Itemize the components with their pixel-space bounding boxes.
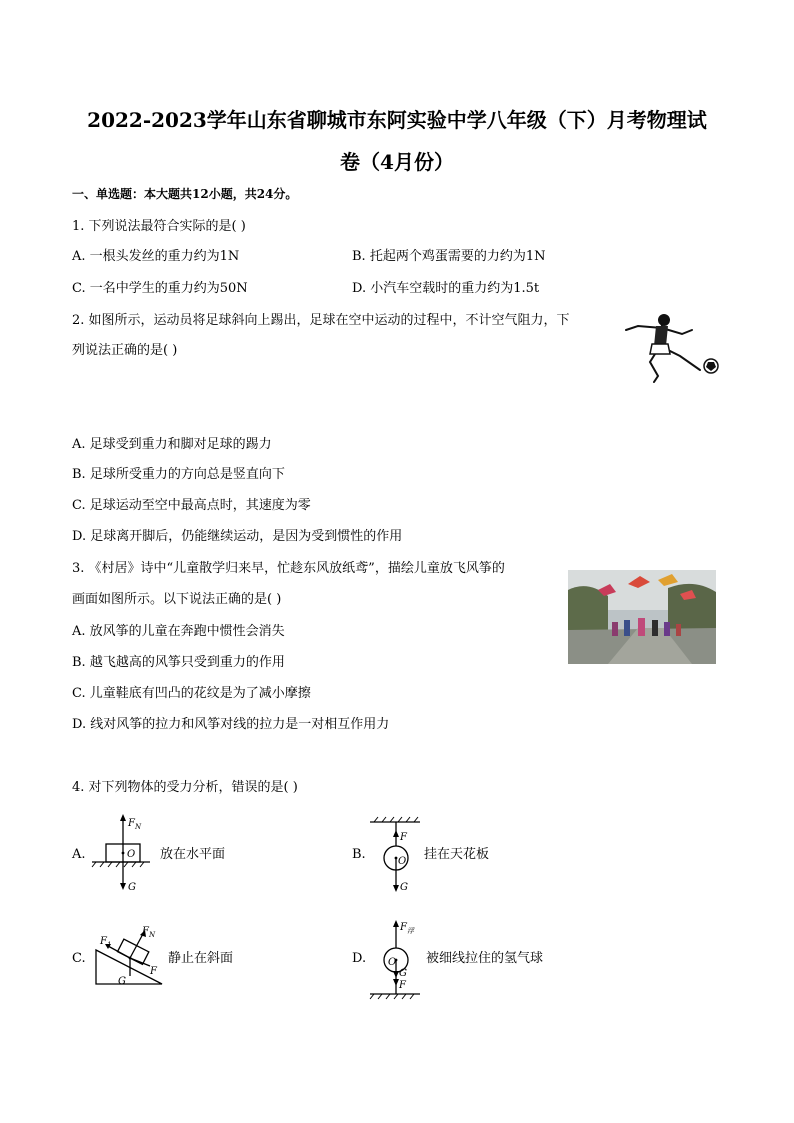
q1-option-a: A. 一根头发丝的重力约为1N — [72, 249, 240, 264]
q4-diagram-b — [366, 814, 424, 894]
page-title: 2022-2023学年山东省聊城市东阿实验中学八年级（下）月考物理试 — [87, 108, 707, 132]
q4-option-d-letter: D. — [352, 951, 367, 966]
svg-text:FN — [141, 926, 156, 939]
label-g-b: G — [400, 882, 408, 893]
q3-option-b: B. 越飞越高的风筝只受到重力的作用 — [72, 655, 285, 670]
section-heading: 一、单选题：本大题共12小题，共24分。 — [72, 187, 298, 201]
question-2-stem-line2: 列说法正确的是( ) — [72, 343, 178, 358]
q4-diagram-c — [92, 920, 166, 990]
label-ffu-sub: 浮 — [406, 927, 414, 935]
q2-option-d: D. 足球离开脚后，仍能继续运动，是因为受到惯性的作用 — [72, 529, 403, 544]
kite-flying-photo — [568, 570, 716, 664]
q4-diagram-a — [88, 812, 158, 894]
label-f1-sub: 1 — [106, 941, 112, 949]
q4-option-a-caption: 放在水平面 — [160, 847, 226, 862]
q4-option-b-caption: 挂在天花板 — [424, 847, 490, 862]
q4-option-c-letter: C. — [72, 951, 86, 966]
label-f1: F — [100, 936, 107, 947]
label-fn-c: F — [142, 926, 149, 937]
page-title-line2: 卷（4月份） — [340, 150, 454, 174]
label-o-d: O — [388, 957, 397, 968]
q4-option-c-caption: 静止在斜面 — [168, 951, 234, 966]
question-4-stem: 4. 对下列物体的受力分析，错误的是( ) — [72, 780, 298, 795]
q4-option-a-letter: A. — [72, 847, 86, 862]
label-o-b: O — [398, 856, 407, 867]
q4-diagram-d — [366, 918, 424, 1000]
q2-option-c: C. 足球运动至空中最高点时，其速度为零 — [72, 498, 311, 513]
question-3-stem: 3. 《村居》诗中“儿童散学归来早，忙趁东风放纸鸢”，描绘儿童放飞风筝的 — [72, 561, 505, 576]
q3-option-c: C. 儿童鞋底有凹凸的花纹是为了减小摩擦 — [72, 686, 311, 701]
label-fn-sub: N — [134, 823, 142, 831]
question-3-stem-line2: 画面如图所示。以下说法正确的是( ) — [72, 592, 282, 607]
question-1-stem: 1. 下列说法最符合实际的是( ) — [72, 219, 246, 234]
q1-option-b: B. 托起两个鸡蛋需要的力约为1N — [352, 249, 546, 264]
label-fn: F — [128, 818, 135, 829]
soccer-player-figure — [620, 312, 724, 388]
label-f-c: F — [150, 966, 157, 977]
svg-text:F浮 — [399, 922, 415, 935]
q1-option-d: D. 小汽车空载时的重力约为1.5t — [352, 281, 540, 296]
q2-option-b: B. 足球所受重力的方向总是竖直向下 — [72, 467, 285, 482]
q4-option-d-caption: 被细线拉住的氢气球 — [426, 951, 544, 966]
question-2-stem: 2. 如图所示，运动员将足球斜向上踢出，足球在空中运动的过程中，不计空气阻力，下 — [72, 313, 570, 328]
label-g-d: G — [399, 968, 407, 979]
svg-text:FN — [127, 818, 142, 831]
q2-option-a: A. 足球受到重力和脚对足球的踢力 — [72, 437, 272, 452]
q3-option-a: A. 放风筝的儿童在奔跑中惯性会消失 — [72, 624, 285, 639]
label-fn-c-sub: N — [148, 931, 156, 939]
q1-option-c: C. 一名中学生的重力约为50N — [72, 281, 248, 296]
label-f-d: F — [399, 980, 406, 991]
label-g: G — [128, 882, 136, 893]
svg-text:F1 — [99, 936, 111, 949]
label-o: O — [127, 849, 136, 860]
label-ffu: F — [400, 922, 407, 933]
q3-option-d: D. 线对风筝的拉力和风筝对线的拉力是一对相互作用力 — [72, 717, 390, 732]
q4-option-b-letter: B. — [352, 847, 366, 862]
label-g-c: G — [118, 976, 126, 987]
label-f: F — [400, 832, 407, 843]
